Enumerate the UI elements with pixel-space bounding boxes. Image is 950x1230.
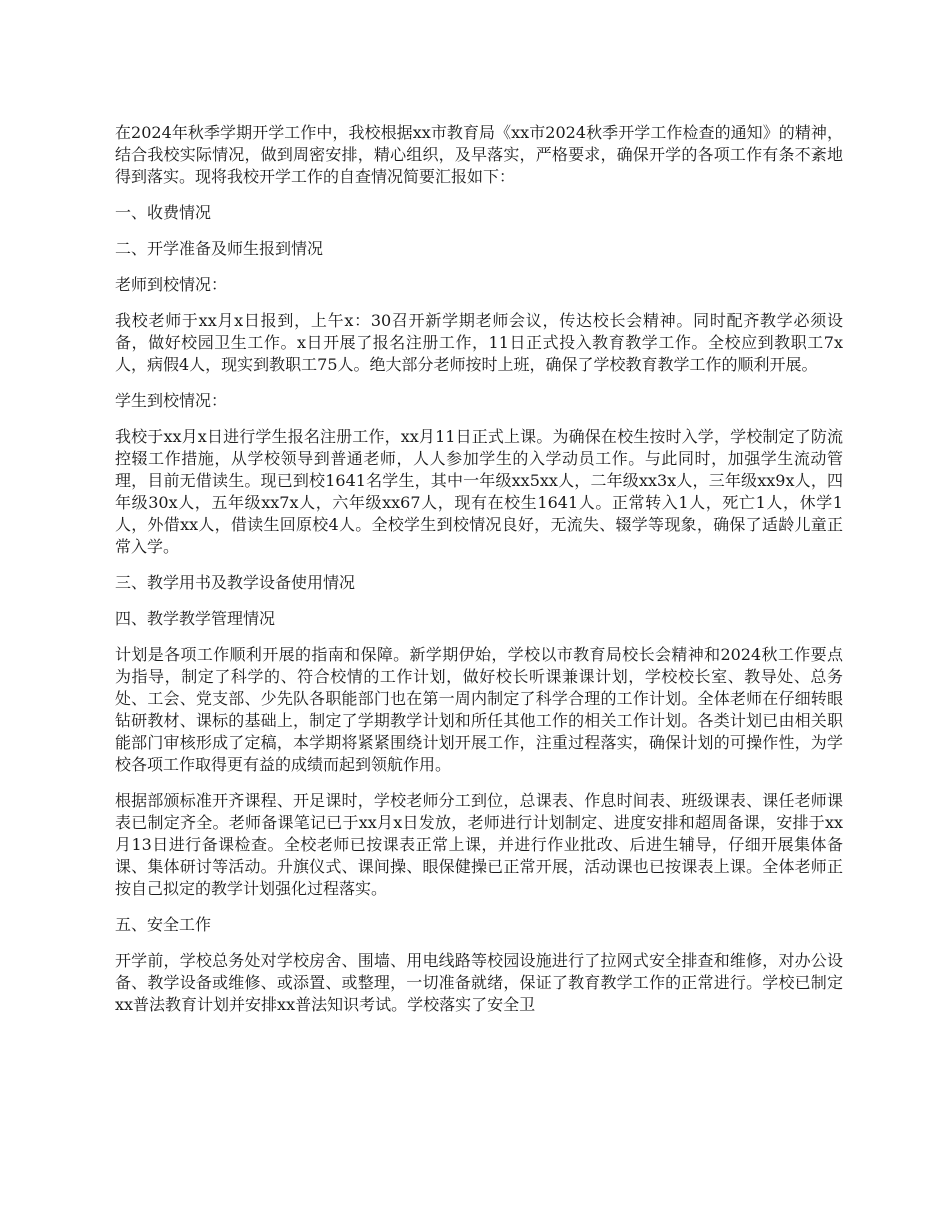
document-page xyxy=(115,122,843,1030)
subheading-students: 学生到校情况： xyxy=(115,391,228,410)
teachers-paragraph: 我校老师于xx月x日报到，上午x：30召开新学期老师会议，传达校长会精神。同时配齐教学必须设备，做好校园卫生工作。x日开展了报名注册工作，11日正式投入教育教学工作。全校应到教职工7x人，病假4人，现实到教职工75人。绝大部分老师按时上班，确保了学校教育教学工作的顺利开展。 xyxy=(115,311,843,374)
section-heading-safety: 五、安全工作 xyxy=(115,915,212,934)
planning-paragraph: 计划是各项工作顺利开展的指南和保障。新学期伊始，学校以市教育局校长会精神和2024秋工作要点为指导，制定了科学的、符合校情的工作计划，做好校长听课兼课计划，学校校长室、教导处、总务处、工会、党支部、少先队各职能部门也在第一周内制定了科学合理的工作计划。全体老师在仔细转眼钻研教材、课标的基础上，制定了学期教学计划和所任其他工作的相关工作计划。各类计划已由相关职能部门审核形成了定稿，本学期将紧紧围绕计划开展工作，注重过程落实，确保计划的可操作性，为学校各项工作取得更有益的成绩而起到领航作用。 xyxy=(115,645,843,774)
safety-paragraph: 开学前，学校总务处对学校房舍、围墙、用电线路等校园设施进行了拉网式安全排查和维修，对办公设备、教学设备或维修、或添置、或整理，一切准备就绪，保证了教育教学工作的正常进行。学校已制定xx普法教育计划并安排xx普法知识考试。学校落实了安全卫 xyxy=(115,951,843,1014)
section-heading-books-equipment: 三、教学用书及教学设备使用情况 xyxy=(115,573,356,592)
section-heading-fees: 一、收费情况 xyxy=(115,203,212,222)
section-heading-preparation: 二、开学准备及师生报到情况 xyxy=(115,239,324,258)
intro-paragraph: 在2024年秋季学期开学工作中，我校根据xx市教育局《xx市2024秋季开学工作检查的通知》的精神，结合我校实际情况，做到周密安排，精心组织，及早落实，严格要求，确保开学的各项工作有条不紊地得到落实。现将我校开学工作的自查情况简要汇报如下： xyxy=(115,123,843,186)
subheading-teachers: 老师到校情况： xyxy=(115,275,228,294)
curriculum-paragraph: 根据部颁标准开齐课程、开足课时，学校老师分工到位，总课表、作息时间表、班级课表、课任老师课表已制定齐全。老师备课笔记已于xx月x日发放，老师进行计划制定、进度安排和超周备课，安排于xx月13日进行备课检查。全校老师已按课表正常上课，并进行作业批改、后进生辅导，仔细开展集体备课、集体研讨等活动。升旗仪式、课间操、眼保健操已正常开展，活动课也已按课表上课。全体老师正按自己拟定的教学计划强化过程落实。 xyxy=(115,791,843,898)
students-paragraph: 我校于xx月x日进行学生报名注册工作，xx月11日正式上课。为确保在校生按时入学，学校制定了防流控辍工作措施，从学校领导到普通老师，人人参加学生的入学动员工作。与此同时，加强学生流动管理，目前无借读生。现已到校1641名学生，其中一年级xx5xx人，二年级xx3x人，三年级xx9x人，四年级30x人，五年级xx7x人，六年级xx67人，现有在校生1641人。正常转入1人，死亡1人，休学1人，外借xx人，借读生回原校4人。全校学生到校情况良好，无流失、辍学等现象，确保了适龄儿童正常入学。 xyxy=(115,427,843,556)
section-heading-teaching-management: 四、教学教学管理情况 xyxy=(115,609,276,628)
